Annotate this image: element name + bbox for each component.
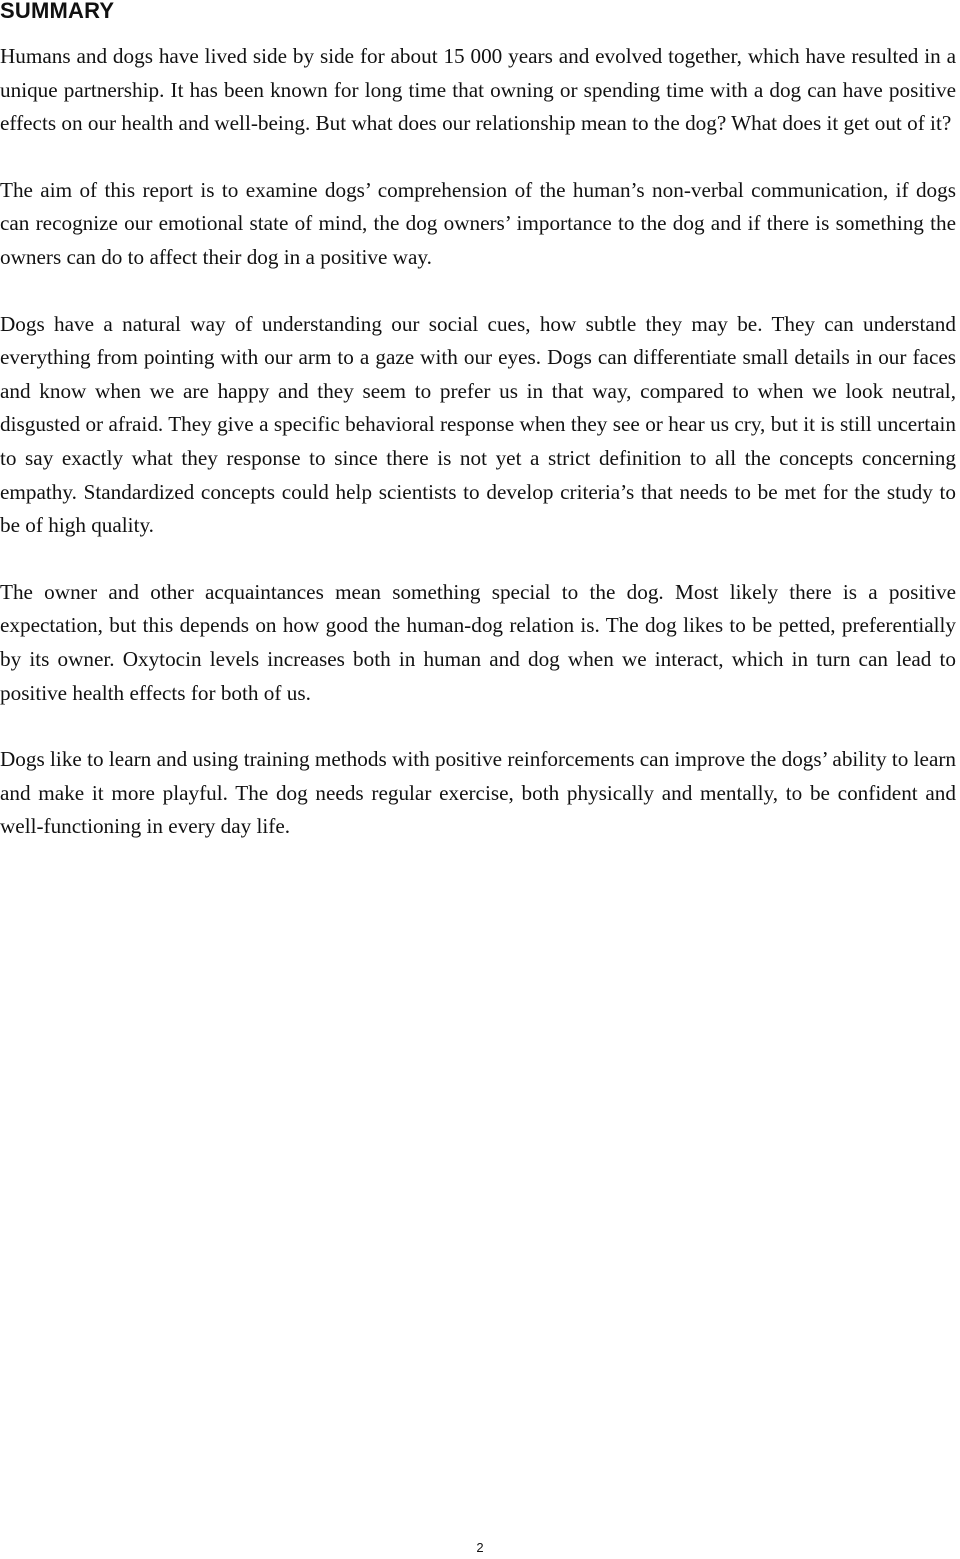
paragraph-owner-relation: The owner and other acquaintances mean something special to the dog. Most likely there is a positive expectation, but this depends on how good the human-dog relation is. The dog likes to be petted, preferentially by its owner. Oxytocin levels increases both in human and dog when we interact, which in turn can lead to positive health effects for both of us.	[0, 579, 956, 705]
paragraph-social-cues: Dogs have a natural way of understanding our social cues, how subtle they may be. They can understand everything from pointing with our arm to a gaze with our eyes. Dogs can differentiate small details in our faces and know when we are happy and they seem to prefer us in that way, compared to when we look neutral, disgusted or afraid. They give a specific behavioral response when they see or hear us cry, but it is still uncertain to say exactly what they response to since there is not yet a strict definition to all the concepts concerning empathy. Standardized concepts could help scientists to develop criteria’s that needs to be met for the study to be of high quality.	[0, 311, 956, 538]
summary-body	[0, 40, 956, 877]
page-number: 2	[476, 1540, 484, 1555]
section-heading: SUMMARY	[0, 0, 115, 23]
paragraph-training: Dogs like to learn and using training methods with positive reinforcements can improve the dogs’ ability to learn and make it more playful. The dog needs regular exercise, both physically and mentally, to be confident and well-functioning in every day life.	[0, 747, 956, 839]
paragraph-aim: The aim of this report is to examine dogs’ comprehension of the human’s non-verbal communication, if dogs can recognize our emotional state of mind, the dog owners’ importance to the dog and if there is something the owners can do to affect their dog in a positive way.	[0, 177, 956, 269]
paragraph-intro: Humans and dogs have lived side by side for about 15 000 years and evolved together, which have resulted in a unique partnership. It has been known for long time that owning or spending time with a dog can have positive effects on our health and well-being. But what does our relationship mean to the dog? What does it get out of it?	[0, 44, 956, 136]
